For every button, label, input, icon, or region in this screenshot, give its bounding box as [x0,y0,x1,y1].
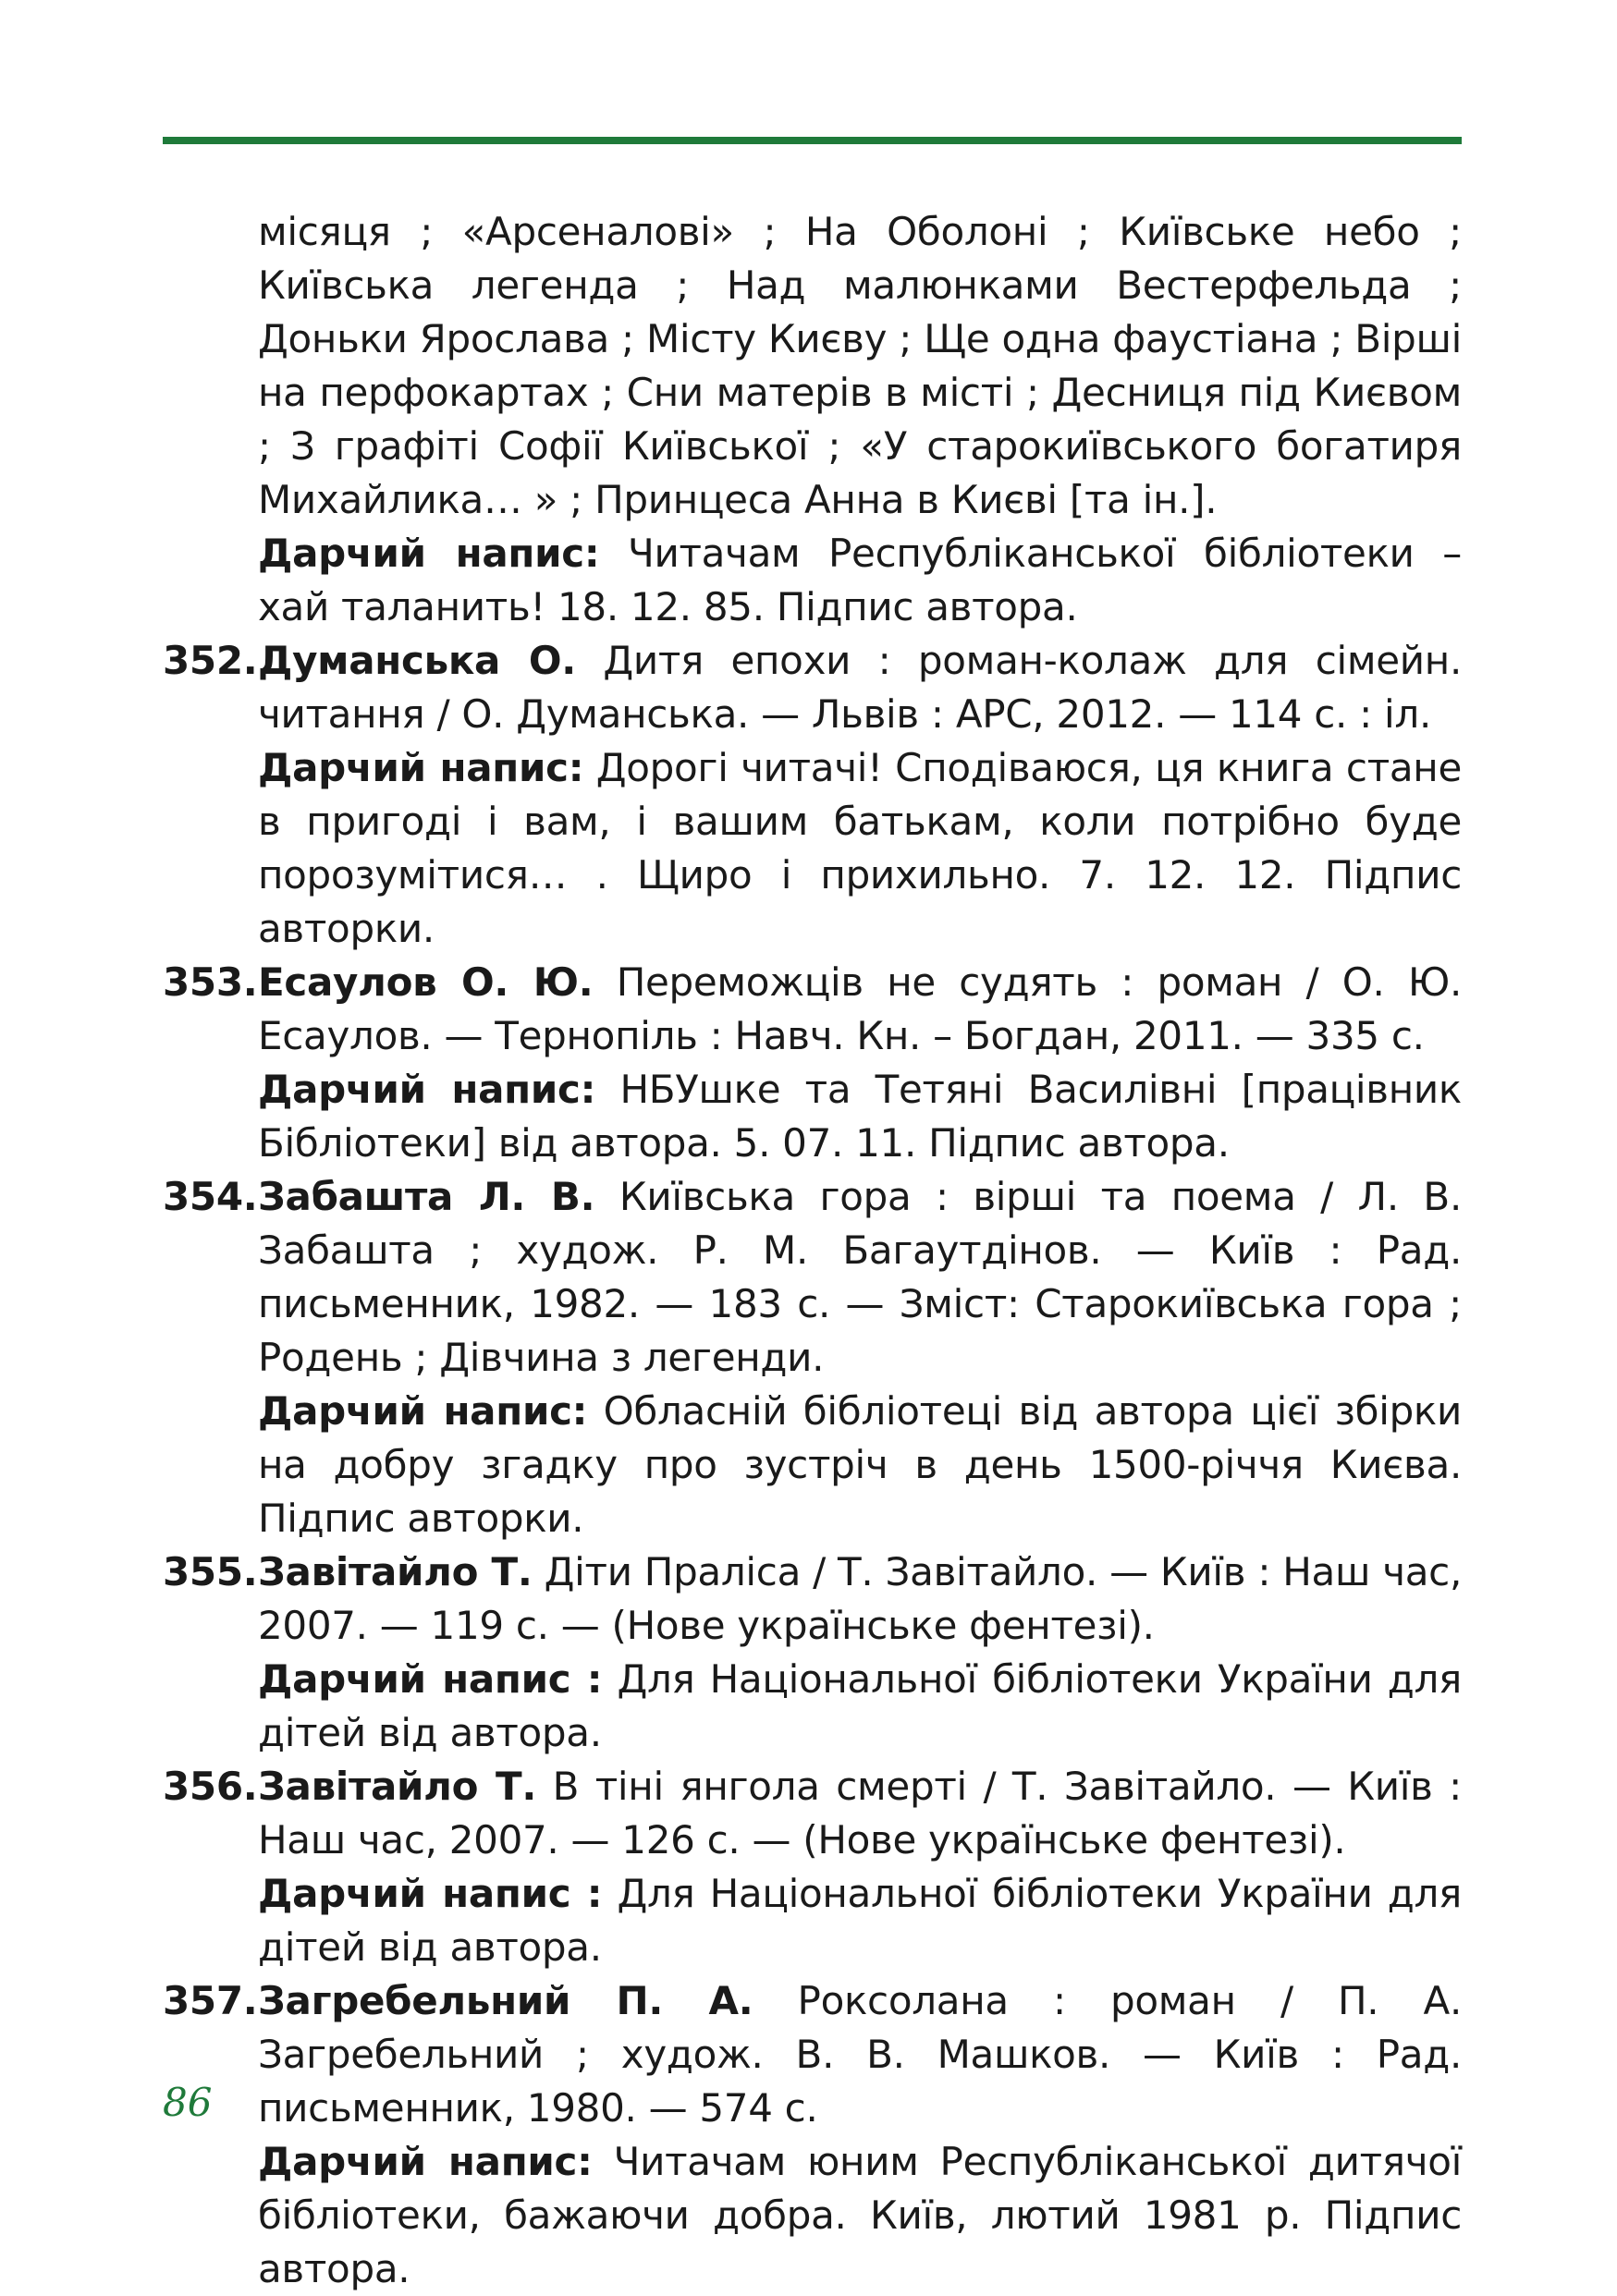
bibliography-entry [163,1545,1462,1653]
entry-dedication [163,741,1462,956]
dedication-label: Дарчий напис : [258,1871,603,1916]
entry-author: Загребельний П. А. [258,1978,753,2023]
entry-author: Есаулов О. Ю. [258,959,594,1005]
entry-author: Думанська О. [258,638,576,683]
entry-dedication [163,1385,1462,1545]
dedication-label: Дарчий напис: [258,745,584,790]
bibliography-entry [163,1170,1462,1385]
dedication-text: Для Національної бібліотеки України для дітей від автора. [258,1656,1462,1755]
entry-number: 355. [163,1549,258,1594]
entry-dedication [163,1867,1462,1974]
entry-dedication [163,2135,1462,2296]
dedication-text: Читачам Республіканської бібліотеки – хай таланить! 18. 12. 85. Підпис автора. [258,531,1462,629]
entry-description: Дитя епохи : роман-колаж для сімейн. читання / О. Думанська. — Львів : АРС, 2012. — 114 с. : іл. [258,638,1462,737]
entry-description: Переможців не судять : роман / О. Ю. Есаулов. — Тернопіль : Навч. Кн. – Богдан, 2011. — 335 с. [258,959,1462,1058]
entry-contents-text: місяця ; «Арсеналові» ; На Оболоні ; Київське небо ; Київська легенда ; Над малюнками Вестерфельда ; Доньки Ярослава ; Місту Києву ; Ще одна фаустіана ; Вірші на перфокартах ; Сни матерів в місті ; Десниця під Києвом ; З графіті Софії Київської ; «У старокиївського богатиря Михайлика… » ; Принцеса Анна в Києві [та ін.]. [258,209,1462,522]
entry-description: Діти Праліса / Т. Завітайло. — Київ : Наш час, 2007. — 119 с. — (Нове українське фентезі). [258,1549,1462,1648]
bibliography-entry [163,1760,1462,1867]
dedication-text: НБУшке та Тетяні Василівні [працівник Бібліотеки] від автора. 5. 07. 11. Підпис автора. [258,1067,1462,1166]
entry-number: 353. [163,959,258,1005]
entry-author: Завітайло Т. [258,1549,533,1594]
dedication-text: Дорогі читачі! Сподіваюся, ця книга стане в пригоді і вам, і вашим батькам, коли потрібно буде порозумітися… . Щиро і прихильно. 7. 12. 12. Підпис авторки. [258,745,1462,951]
bibliography-entry [163,956,1462,1063]
entry-number: 357. [163,1978,258,2023]
entry-author: Забашта Л. В. [258,1174,595,1219]
entry-number: 354. [163,1174,258,1219]
entry-description: Роксолана : роман / П. А. Загребельний ; худож. В. В. Машков. — Київ : Рад. письменник, 1980. — 574 с. [258,1978,1463,2131]
dedication-text: Обласній бібліотеці від автора цієї збірки на добру згадку про зустріч в день 1500-річчя Києва. Підпис авторки. [258,1388,1462,1541]
entry-author: Завітайло Т. [258,1764,537,1809]
entry-number: 352. [163,638,258,683]
entry-description: В тіні янгола смерті / Т. Завітайло. — Київ : Наш час, 2007. — 126 с. — (Нове українське фентезі). [258,1764,1463,1862]
dedication-label: Дарчий напис: [258,2139,593,2184]
bibliography-content [163,205,1462,2296]
entry-continuation-contents [163,205,1462,527]
dedication-text: Для Національної бібліотеки України для дітей від автора. [258,1871,1462,1970]
entry-continuation-dedication [163,527,1462,634]
bibliography-entry [163,634,1462,741]
bibliography-entry [163,1974,1462,2135]
dedication-text: Читачам юним Республіканської дитячої бібліотеки, бажаючи добра. Київ, лютий 1981 р. Підпис автора. [258,2139,1462,2291]
entry-number: 356. [163,1764,258,1809]
dedication-label: Дарчий напис: [258,531,600,576]
entry-dedication [163,1063,1462,1170]
page-number: 86 [163,2080,213,2125]
dedication-label: Дарчий напис : [258,1656,603,1702]
dedication-label: Дарчий напис: [258,1388,588,1434]
entry-dedication [163,1653,1462,1760]
entry-description: Київська гора : вірші та поема / Л. В. Забашта ; худож. Р. М. Багаутдінов. — Київ : Рад. письменник, 1982. — 183 с. — Зміст: Старокиївська гора ; Родень ; Дівчина з легенди. [258,1174,1462,1380]
dedication-label: Дарчий напис: [258,1067,596,1112]
header-rule [163,137,1462,144]
